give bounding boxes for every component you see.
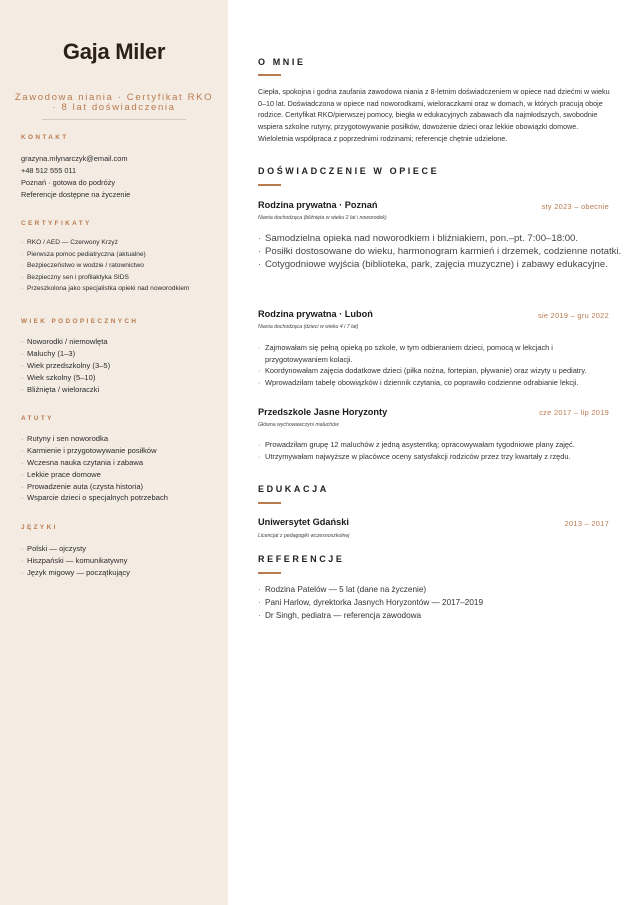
sidebar-divider — [42, 119, 186, 120]
references-list — [258, 583, 614, 622]
job-bullets — [258, 439, 614, 462]
list-item: · RKO / AED — Czerwony Krzyż — [21, 237, 189, 249]
contact-phone[interactable]: +48 512 555 011 — [21, 166, 77, 175]
list-item: · Posiłki dostosowane do wieku, harmonogram karmień i drzemek, codzienne notatki. — [258, 245, 614, 258]
section-accent-rule — [258, 502, 281, 504]
references-heading: REFERENCJE — [258, 554, 345, 564]
certifications-heading: CERTYFIKATY — [21, 220, 92, 227]
about-heading: O MNIE — [258, 57, 306, 67]
tagline: Zawodowa niania · Certyfikat RKO · 8 lat doświadczenia — [14, 92, 214, 113]
contact-heading: KONTAKT — [21, 134, 69, 141]
school-name: Uniwersytet Gdański — [258, 517, 349, 527]
job-dates: sie 2019 – gru 2022 — [537, 311, 609, 320]
list-item: · Dr Singh, pediatra — referencja zawodowa — [258, 609, 614, 622]
list-item: · Maluchy (1–3) — [21, 348, 110, 360]
job-subtitle: Główna wychowawczyni maluchów — [258, 422, 339, 428]
list-item: · Utrzymywałam najwyższe w placówce oceny satysfakcji rodziców przez trzy kwartały z rzędu. — [258, 451, 614, 463]
list-item: · Wsparcie dzieci o specjalnych potrzebach — [21, 492, 168, 504]
section-accent-rule — [258, 572, 281, 574]
contact-location: Poznań · gotowa do podróży — [21, 178, 116, 187]
certifications-list — [21, 237, 189, 295]
job-subtitle: Niania dochodząca (dzieci w wieku 4 i 7 lat) — [258, 324, 359, 330]
list-item: · Pierwsza pomoc pediatryczna (aktualne) — [21, 249, 189, 261]
list-item: · Bezpieczeństwo w wodzie / ratownictwo — [21, 260, 189, 272]
ages-list — [21, 336, 110, 395]
list-item: · Cotygodniowe wyjścia (biblioteka, park, zajęcia muzyczne) i zabawy edukacyjne. — [258, 258, 614, 271]
list-item: · Bezpieczny sen i profilaktyka SIDS — [21, 272, 189, 284]
list-item: · Koordynowałam zajęcia dodatkowe dzieci (piłka nożna, fortepian, pływanie) oraz wizyty u pediatry. — [258, 365, 614, 377]
job-dates: sty 2023 – obecnie — [541, 202, 609, 211]
list-item: · Przeszkolona jako specjalistka opieki nad noworodkiem — [21, 283, 189, 295]
sidebar — [0, 0, 228, 905]
contact-references: Referencje dostępne na życzenie — [21, 190, 131, 199]
job-dates: cze 2017 – lip 2019 — [539, 408, 609, 417]
education-dates: 2013 – 2017 — [564, 519, 609, 528]
list-item: · Wiek przedszkolny (3–5) — [21, 360, 110, 372]
list-item: · Prowadziłam grupę 12 maluchów z jedną asystentką; opracowywałam tygodniowe plany zajęć. — [258, 439, 614, 451]
section-accent-rule — [258, 74, 281, 76]
education-heading: EDUKACJA — [258, 484, 329, 494]
list-item: · Lekkie prace domowe — [21, 469, 168, 481]
contact-email[interactable]: grazyna.mlynarczyk@email.com — [21, 154, 128, 163]
strengths-list — [21, 433, 168, 504]
main-content — [228, 0, 640, 905]
job-bullets — [258, 232, 622, 271]
job-title: Przedszkole Jasne Horyzonty — [258, 407, 388, 417]
list-item: · Polski — ojczysty — [21, 543, 130, 555]
list-item: · Wiek szkolny (5–10) — [21, 372, 110, 384]
list-item: · Pani Harlow, dyrektorka Jasnych Horyzontów — 2017–2019 — [258, 596, 614, 609]
job-bullets — [258, 342, 614, 388]
list-item: · Zajmowałam się pełną opieką po szkole, w tym odbieraniem dzieci, pomocą w lekcjach i przygotowywaniem kolacji. — [258, 342, 614, 365]
list-item: · Rutyny i sen noworodka — [21, 433, 168, 445]
list-item: · Hiszpański — komunikatywny — [21, 555, 130, 567]
job-title: Rodzina prywatna · Luboń — [258, 309, 373, 319]
list-item: · Noworodki / niemowlęta — [21, 336, 110, 348]
job-subtitle: Niania dochodząca (bliźnięta w wieku 2 lat i noworodek) — [258, 215, 387, 221]
list-item: · Bliźnięta / wieloraczki — [21, 384, 110, 396]
languages-heading: JĘZYKI — [21, 524, 58, 531]
about-text: Ciepła, spokojna i godna zaufania zawodowa niania z 8-letnim doświadczeniem w opiece nad dziećmi w wieku 0–10 lat. Doświadczona w opiece nad noworodkami, wieloraczkami oraz w domach, w których pracują oboje rodzice. Certyfikat RKO/pierwszej pomocy, biegła w edukacyjnych zabawach dla najmłodszych, swobodnie wspiera szkolne rutyny, przygotowywanie posiłków, dowożenie dzieci oraz lekkie obowiązki domowe. Wieloletnia współpraca z poprzednimi rodzinami; referencje chętnie udzielone. — [258, 87, 610, 143]
list-item: · Rodzina Patelów — 5 lat (dane na życzenie) — [258, 583, 614, 596]
strengths-heading: ATUTY — [21, 415, 54, 422]
list-item: · Język migowy — początkujący — [21, 567, 130, 579]
languages-list — [21, 543, 130, 579]
candidate-name: Gaja Miler — [62, 39, 166, 64]
list-item: · Wczesna nauka czytania i zabawa — [21, 457, 168, 469]
section-accent-rule — [258, 184, 281, 186]
list-item: · Karmienie i przygotowywanie posiłków — [21, 445, 168, 457]
degree: Licencjat z pedagogiki wczesnoszkolnej — [258, 533, 350, 539]
list-item: · Wprowadziłam tabelę obowiązków i dziennik czytania, co poprawiło codzienne odrabianie lekcji. — [258, 377, 614, 389]
list-item: · Prowadzenie auta (czysta historia) — [21, 481, 168, 493]
list-item: · Samodzielna opieka nad noworodkiem i bliźniakiem, pon.–pt. 7:00–18:00. — [258, 232, 614, 245]
job-title: Rodzina prywatna · Poznań — [258, 200, 378, 210]
ages-heading: WIEK PODOPIECZNYCH — [21, 318, 139, 325]
experience-heading: DOŚWIADCZENIE W OPIECE — [258, 166, 440, 176]
